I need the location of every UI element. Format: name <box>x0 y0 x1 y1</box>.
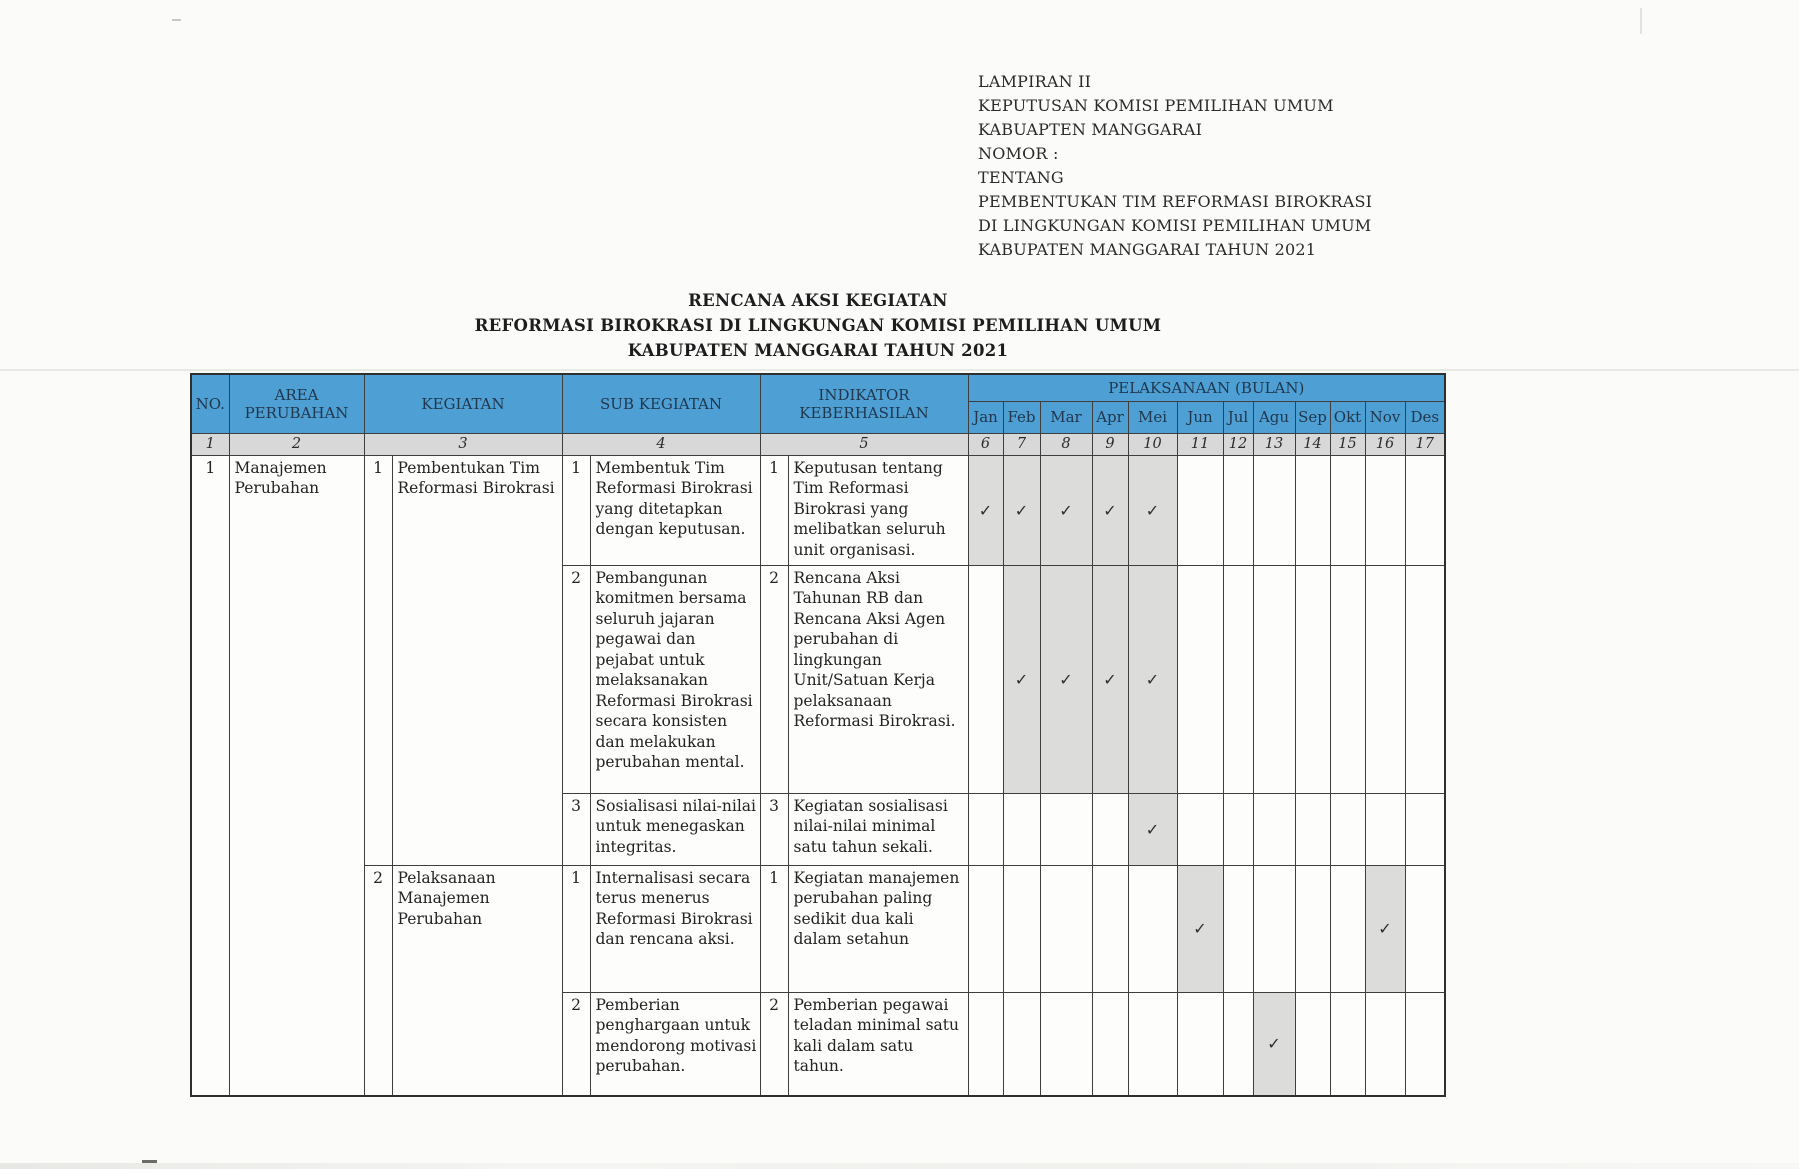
month-cell-agu <box>1253 565 1295 793</box>
document-title <box>190 288 1446 363</box>
month-cell-jan <box>968 865 1003 992</box>
month-cell-des <box>1405 992 1445 1096</box>
month-header-mar: Mar <box>1040 401 1092 433</box>
month-cell-sep <box>1295 865 1330 992</box>
column-number: 17 <box>1405 433 1445 455</box>
month-cell-jun <box>1177 865 1223 992</box>
month-cell-jun <box>1177 992 1223 1096</box>
lampiran-heading-block <box>978 70 1372 262</box>
month-cell-jan <box>968 992 1003 1096</box>
month-cell-nov <box>1365 565 1405 793</box>
month-cell-okt <box>1330 565 1365 793</box>
month-cell-mei <box>1128 793 1177 865</box>
month-cell-jul <box>1223 992 1253 1096</box>
sub-kegiatan-number: 2 <box>562 565 590 793</box>
month-cell-mei <box>1128 565 1177 793</box>
month-header-feb: Feb <box>1003 401 1040 433</box>
lampiran-line: LAMPIRAN II <box>978 72 1092 91</box>
month-header-nov: Nov <box>1365 401 1405 433</box>
column-number: 16 <box>1365 433 1405 455</box>
column-number: 13 <box>1253 433 1295 455</box>
sub-kegiatan-cell: Pemberian penghargaan untuk mendorong motivasi perubahan. <box>590 992 760 1096</box>
indikator-cell: Kegiatan manajemen perubahan paling sedikit dua kali dalam setahun <box>788 865 968 992</box>
indikator-number: 1 <box>760 455 788 565</box>
month-cell-jun <box>1177 565 1223 793</box>
month-cell-okt <box>1330 865 1365 992</box>
kegiatan-cell: Pelaksanaan Manajemen Perubahan <box>392 865 562 1096</box>
month-header-agu: Agu <box>1253 401 1295 433</box>
check-mark: ✓ <box>1378 919 1392 938</box>
month-cell-jan <box>968 565 1003 793</box>
month-cell-jul <box>1223 865 1253 992</box>
check-mark: ✓ <box>1014 669 1029 689</box>
month-cell-feb <box>1003 455 1040 565</box>
month-cell-jul <box>1223 455 1253 565</box>
month-cell-feb <box>1003 865 1040 992</box>
month-cell-agu <box>1253 455 1295 565</box>
column-number: 6 <box>968 433 1003 455</box>
column-number: 14 <box>1295 433 1330 455</box>
indikator-number: 2 <box>760 992 788 1096</box>
month-cell-nov <box>1365 992 1405 1096</box>
month-header-jun: Jun <box>1177 401 1223 433</box>
indikator-number: 2 <box>760 565 788 793</box>
sub-kegiatan-cell: Membentuk Tim Reformasi Birokrasi yang ditetapkan dengan keputusan. <box>590 455 760 565</box>
lampiran-line: KABUAPTEN MANGGARAI <box>978 120 1203 139</box>
indikator-number: 1 <box>760 865 788 992</box>
check-mark: ✓ <box>1059 669 1073 689</box>
month-cell-apr <box>1092 455 1128 565</box>
scan-artifact-speck <box>1640 8 1642 34</box>
month-cell-jul <box>1223 565 1253 793</box>
month-cell-jul <box>1223 793 1253 865</box>
col-header-kegiatan: KEGIATAN <box>364 374 562 433</box>
month-cell-apr <box>1092 793 1128 865</box>
column-number: 8 <box>1040 433 1092 455</box>
month-cell-okt <box>1330 455 1365 565</box>
month-cell-mei <box>1128 455 1177 565</box>
month-cell-mar <box>1040 793 1092 865</box>
month-cell-mar <box>1040 992 1092 1096</box>
month-cell-nov <box>1365 865 1405 992</box>
month-cell-okt <box>1330 793 1365 865</box>
month-cell-jun <box>1177 793 1223 865</box>
col-header-area-perubahan: AREA PERUBAHAN <box>229 374 364 433</box>
indikator-cell: Keputusan tentang Tim Reformasi Birokrasi yang melibatkan seluruh unit organisasi. <box>788 455 968 565</box>
lampiran-line: TENTANG <box>978 168 1064 187</box>
column-number: 15 <box>1330 433 1365 455</box>
sub-kegiatan-cell: Internalisasi secara terus menerus Reformasi Birokrasi dan rencana aksi. <box>590 865 760 992</box>
check-mark: ✓ <box>1145 669 1160 689</box>
month-cell-sep <box>1295 565 1330 793</box>
lampiran-line: PEMBENTUKAN TIM REFORMASI BIROKRASI <box>978 192 1373 211</box>
month-cell-mar <box>1040 455 1092 565</box>
month-cell-okt <box>1330 992 1365 1096</box>
indikator-cell: Kegiatan sosialisasi nilai-nilai minimal satu tahun sekali. <box>788 793 968 865</box>
month-cell-des <box>1405 793 1445 865</box>
column-number: 4 <box>562 433 760 455</box>
month-cell-des <box>1405 455 1445 565</box>
month-header-jul: Jul <box>1223 401 1253 433</box>
column-number: 9 <box>1092 433 1128 455</box>
column-number: 5 <box>760 433 968 455</box>
check-mark: ✓ <box>1145 500 1160 520</box>
month-cell-des <box>1405 865 1445 992</box>
scan-artifact-speck <box>172 19 181 21</box>
check-mark: ✓ <box>1059 500 1073 520</box>
title-line: KABUPATEN MANGGARAI TAHUN 2021 <box>627 341 1009 360</box>
check-mark: ✓ <box>978 500 993 520</box>
lampiran-line: NOMOR : <box>978 144 1059 163</box>
area-perubahan-cell: Manajemen Perubahan <box>229 455 364 1096</box>
sub-kegiatan-cell: Pembangunan komitmen bersama seluruh jajaran pegawai dan pejabat untuk melaksanakan Reformasi Birokrasi secara konsisten dan melakukan perubahan mental. <box>590 565 760 793</box>
scan-artifact-line <box>0 369 1799 371</box>
month-cell-des <box>1405 565 1445 793</box>
scan-artifact-speck <box>142 1160 157 1163</box>
scan-artifact-bottom-edge <box>0 1163 1799 1169</box>
lampiran-line: KEPUTUSAN KOMISI PEMILIHAN UMUM <box>978 96 1334 115</box>
sub-kegiatan-number: 3 <box>562 793 590 865</box>
check-mark: ✓ <box>1103 500 1117 520</box>
column-number: 11 <box>1177 433 1223 455</box>
col-header-pelaksanaan-bulan: PELAKSANAAN (BULAN) <box>968 374 1445 401</box>
month-cell-mar <box>1040 865 1092 992</box>
month-cell-apr <box>1092 865 1128 992</box>
month-header-apr: Apr <box>1092 401 1128 433</box>
month-cell-jan <box>968 793 1003 865</box>
month-cell-agu <box>1253 992 1295 1096</box>
sub-kegiatan-number: 2 <box>562 992 590 1096</box>
month-cell-feb <box>1003 793 1040 865</box>
month-header-okt: Okt <box>1330 401 1365 433</box>
lampiran-line: DI LINGKUNGAN KOMISI PEMILIHAN UMUM <box>978 216 1372 235</box>
sub-kegiatan-number: 1 <box>562 865 590 992</box>
indikator-cell: Rencana Aksi Tahunan RB dan Rencana Aksi Agen perubahan di lingkungan Unit/Satuan Kerja pelaksanaan Reformasi Birokrasi. <box>788 565 968 793</box>
check-mark: ✓ <box>1193 919 1207 938</box>
kegiatan-number: 1 <box>364 455 392 865</box>
month-header-jan: Jan <box>968 401 1003 433</box>
indikator-number: 3 <box>760 793 788 865</box>
sub-kegiatan-number: 1 <box>562 455 590 565</box>
month-cell-mei <box>1128 992 1177 1096</box>
col-header-sub-kegiatan: SUB KEGIATAN <box>562 374 760 433</box>
month-cell-sep <box>1295 793 1330 865</box>
sub-kegiatan-cell: Sosialisasi nilai-nilai untuk menegaskan integritas. <box>590 793 760 865</box>
title-line: RENCANA AKSI KEGIATAN <box>688 291 948 310</box>
month-cell-jun <box>1177 455 1223 565</box>
month-cell-agu <box>1253 793 1295 865</box>
column-number: 1 <box>191 433 229 455</box>
col-header-indikator: INDIKATOR KEBERHASILAN <box>760 374 968 433</box>
month-cell-sep <box>1295 455 1330 565</box>
month-cell-mei <box>1128 865 1177 992</box>
column-number: 10 <box>1128 433 1177 455</box>
column-number: 12 <box>1223 433 1253 455</box>
title-line: REFORMASI BIROKRASI DI LINGKUNGAN KOMISI PEMILIHAN UMUM <box>474 316 1162 335</box>
kegiatan-cell: Pembentukan Tim Reformasi Birokrasi <box>392 455 562 865</box>
col-header-no: NO. <box>191 374 229 433</box>
month-cell-apr <box>1092 565 1128 793</box>
rencana-aksi-table <box>190 373 1446 1097</box>
month-cell-nov <box>1365 455 1405 565</box>
month-cell-jan <box>968 455 1003 565</box>
month-cell-feb <box>1003 565 1040 793</box>
rencana-aksi-table-container <box>190 373 1446 1097</box>
month-header-sep: Sep <box>1295 401 1330 433</box>
month-header-des: Des <box>1405 401 1445 433</box>
no-cell: 1 <box>191 455 229 1096</box>
month-cell-feb <box>1003 992 1040 1096</box>
column-number: 2 <box>229 433 364 455</box>
column-number: 3 <box>364 433 562 455</box>
month-header-mei: Mei <box>1128 401 1177 433</box>
month-cell-apr <box>1092 992 1128 1096</box>
check-mark: ✓ <box>1014 500 1029 520</box>
month-cell-sep <box>1295 992 1330 1096</box>
indikator-cell: Pemberian pegawai teladan minimal satu kali dalam satu tahun. <box>788 992 968 1096</box>
kegiatan-number: 2 <box>364 865 392 1096</box>
check-mark: ✓ <box>1103 669 1117 689</box>
month-cell-nov <box>1365 793 1405 865</box>
month-cell-agu <box>1253 865 1295 992</box>
check-mark: ✓ <box>1267 1034 1281 1054</box>
month-cell-mar <box>1040 565 1092 793</box>
column-number: 7 <box>1003 433 1040 455</box>
lampiran-line: KABUPATEN MANGGARAI TAHUN 2021 <box>978 240 1317 259</box>
check-mark: ✓ <box>1145 819 1160 839</box>
